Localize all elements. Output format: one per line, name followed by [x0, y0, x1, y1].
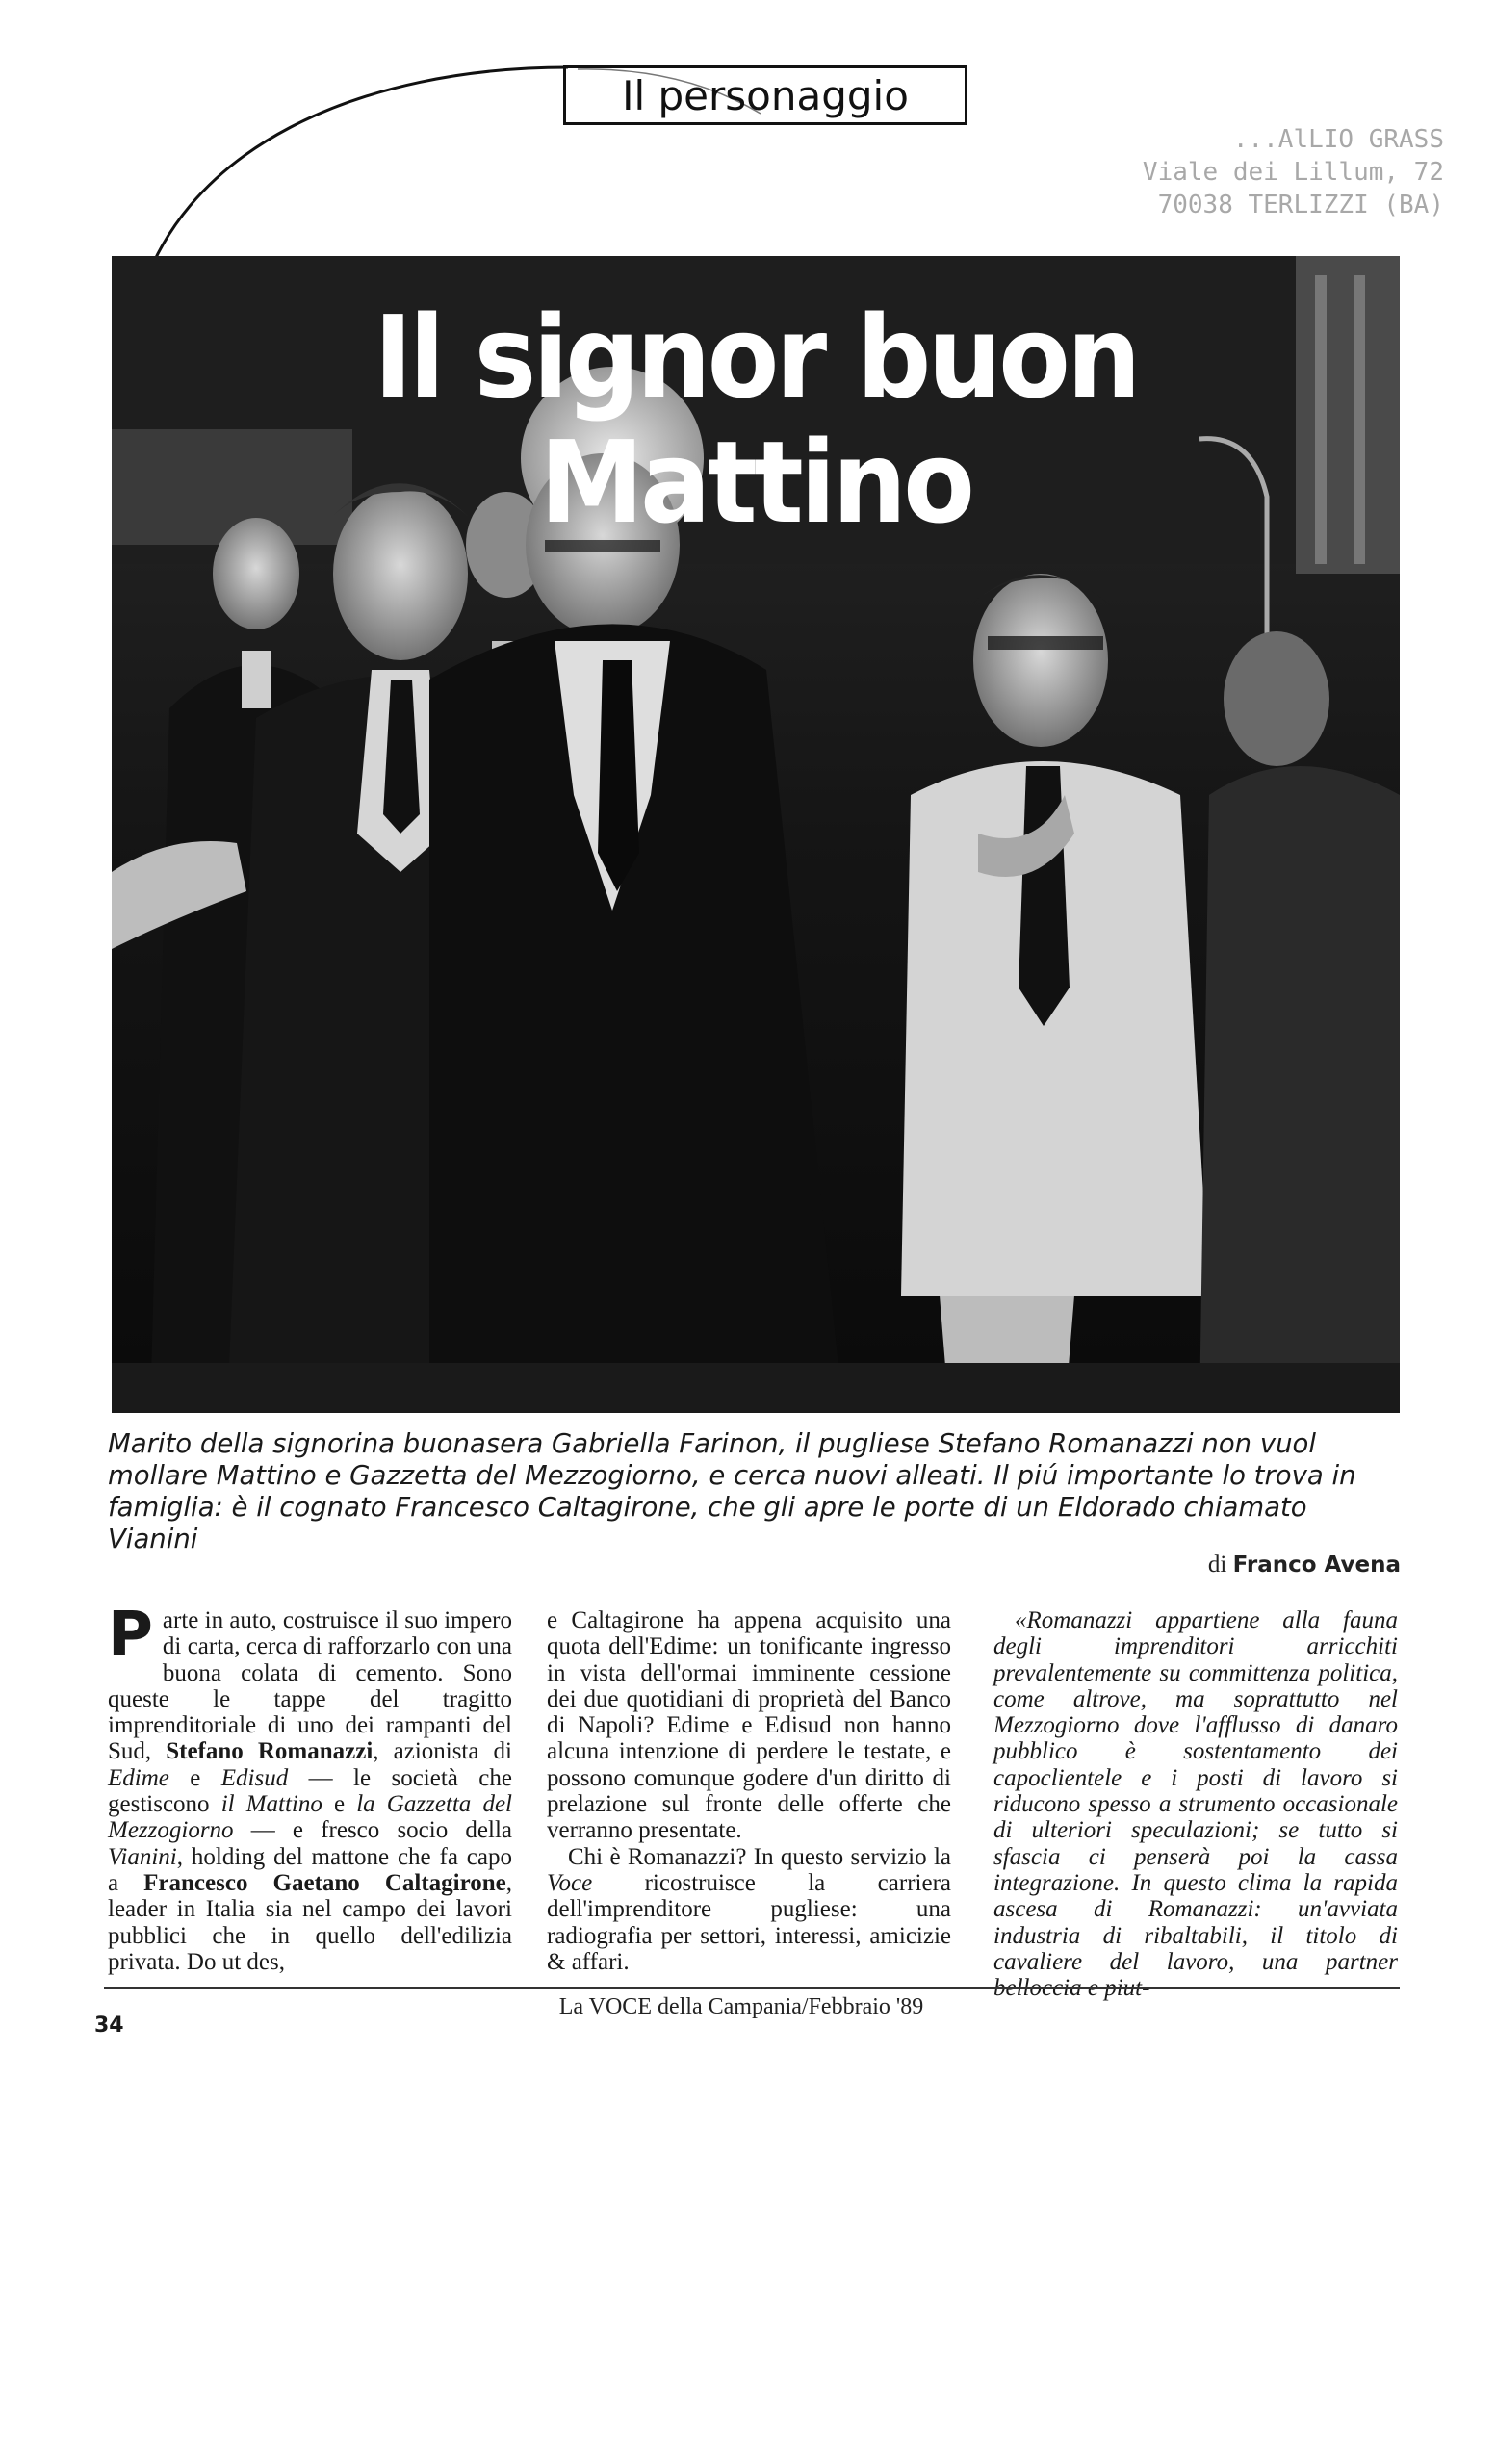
page-number: 34 — [94, 2014, 124, 2038]
headline: Il signor buon Mattino — [374, 291, 1138, 549]
stamp-line-2: Viale dei Lillum, 72 — [1142, 158, 1444, 187]
text-run: e — [322, 1791, 357, 1818]
italic-name: la Gazzetta del Mezzogiorno — [108, 1791, 512, 1844]
photo-caption: Marito della signorina buonasera Gabriella Farinon, il pugliese Stefano Romanazzi non vuol mollare Mattino e Gazzetta del Mezzogiorno, e cerca nuovi alleati. Il piú importante lo trova in famiglia: è il cognato Francesco Caltagirone, che gli apre le porte di un Eldorado chiamato Vianini — [108, 1428, 1356, 1554]
article-column-3 — [993, 1607, 1398, 2001]
italic-name: Vianini — [108, 1843, 177, 1870]
bold-name: Stefano Romanazzi — [166, 1738, 374, 1765]
quote-paragraph: «Romanazzi appartiene alla fauna degli imprenditori arricchiti prevalentemente su committenza politica, come altrove, ma soprattutto nel Mezzogiorno dove l'afflusso di danaro pubblico è sostentamento dei capoclientele e i posti di lavoro si riducono spesso a strumento occasionale di ulteriori speculazioni; se tutto si sfascia ci penserà poi la cassa integrazione. In questo clima la rapida ascesa di Romanazzi: un'avviata industria di ribaltabili, il titolo di cavaliere del lavoro, una partner belloccia e piut- — [993, 1607, 1398, 2002]
section-label: Il personaggio — [563, 65, 967, 125]
paragraph: e Caltagirone ha appena acquisito una quota dell'Edime: un tonificante ingresso in vista dell'ormai imminente cessione dei due quotidiani di proprietà del Banco di Napoli? Edime e Edisud non hanno alcuna intenzione di perdere le testate, e possono comunque godere d'un diritto di prelazione sul fronte delle offerte che verranno presentate. — [547, 1607, 951, 1844]
text-run: arte in auto, costruisce il suo impero di carta, cerca di rafforzarlo con una buona colata di cemento. Sono queste le tappe del tragitto imprenditoriale di uno dei rampanti del Sud, — [108, 1607, 513, 1765]
footer-rule — [104, 1987, 1400, 1989]
text-run: ricostruisce la carriera dell'imprenditore pugliese: una radiografia per settori, interessi, amicizie & affari. — [547, 1869, 951, 1975]
article-column-1 — [108, 1600, 513, 1975]
text-run: — le società che gestiscono — [108, 1764, 512, 1818]
article-column-2 — [547, 1607, 951, 1975]
byline-prefix: di — [1207, 1552, 1227, 1578]
text-run: , holding del mattone che fa capo a — [108, 1843, 512, 1896]
publication-footer: La VOCE della Campania/Febbraio '89 — [558, 1994, 924, 2019]
news-photo — [112, 256, 1400, 1413]
stamp-line-1: ...AlLIO GRASS — [1232, 125, 1444, 154]
italic-name: il Mattino — [220, 1791, 322, 1818]
italic-name: Edisud — [220, 1764, 289, 1791]
text-run: , leader in Italia sia nel campo dei lavori pubblici che in quello dell'edilizia privata. Do ut des, — [108, 1869, 512, 1975]
text-run: Chi è Romanazzi? In questo servizio la — [568, 1843, 951, 1870]
italic-name: Voce — [547, 1869, 593, 1896]
byline — [963, 1552, 1401, 1578]
paragraph — [547, 1844, 951, 1975]
drop-cap: P — [108, 1600, 153, 1671]
text-run: — e fresco socio della — [233, 1817, 512, 1844]
text-run: , azionista di — [373, 1738, 512, 1765]
italic-name: Edime — [108, 1764, 169, 1791]
byline-author: Franco Avena — [1232, 1553, 1401, 1578]
bold-name: Francesco Gaetano Caltagirone — [143, 1869, 506, 1896]
address-stamp — [1078, 123, 1444, 221]
text-run: e — [168, 1764, 221, 1791]
stamp-line-3: 70038 TERLIZZI (BA) — [1157, 191, 1444, 219]
